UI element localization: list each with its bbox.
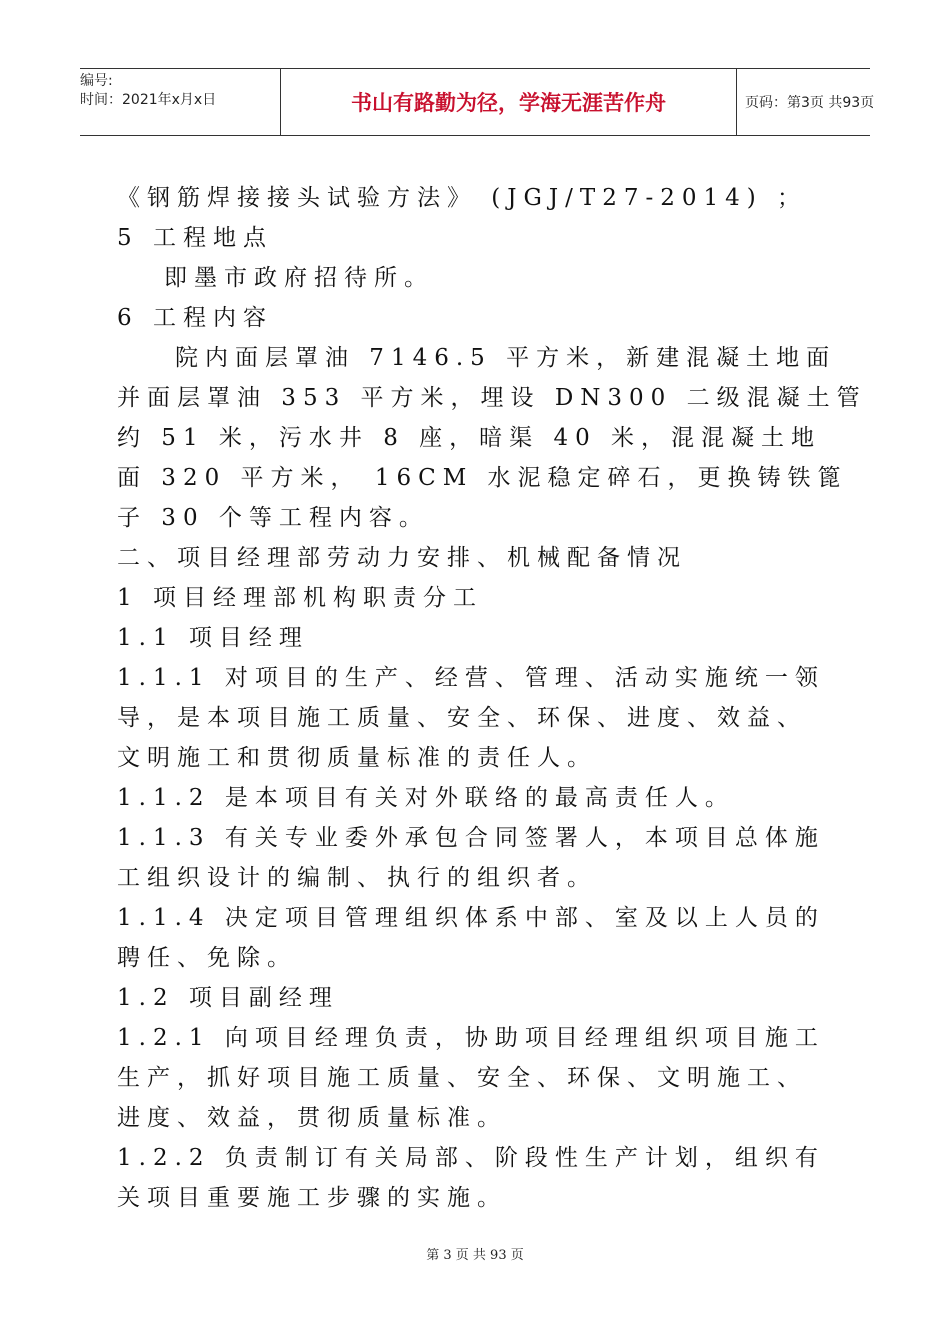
document-number-label: 编号: (80, 73, 113, 89)
paragraph-line: 约 51 米，污水井 8 座，暗渠 40 米，混混凝土地 (117, 425, 822, 451)
paragraph-line: 关项目重要施工步骤的实施。 (117, 1185, 507, 1211)
paragraph-line: 生产，抓好项目施工质量、安全、环保、文明施工、 (117, 1065, 807, 1091)
header-motto: 书山有路勤为径，学海无涯苦作舟 (280, 69, 737, 135)
header-page-info: 页码：第3页 共93页 (745, 95, 875, 111)
paragraph-line: 文明施工和贯彻质量标准的责任人。 (117, 745, 597, 771)
paragraph-line: 院内面层罩油 7146.5 平方米，新建混凝土地面 (175, 345, 837, 371)
paragraph-line: 1.1.2 是本项目有关对外联络的最高责任人。 (117, 785, 735, 811)
section-heading: 1.2 项目副经理 (117, 985, 339, 1011)
paragraph-line: 工组织设计的编制、执行的组织者。 (117, 865, 597, 891)
header-meta (80, 69, 280, 138)
page-header (80, 68, 875, 136)
paragraph-line: 1.2.1 向项目经理负责，协助项目经理组织项目施工 (117, 1025, 825, 1051)
section-heading: 1 项目经理部机构职责分工 (117, 585, 483, 611)
text-line: 即墨市政府招待所。 (164, 265, 434, 291)
document-date: 时间：2021年x月x日 (80, 92, 217, 108)
paragraph-line: 进度、效益，贯彻质量标准。 (117, 1105, 507, 1131)
paragraph-line: 1.2.2 负责制订有关局部、阶段性生产计划，组织有 (117, 1145, 825, 1171)
paragraph-line: 导，是本项目施工质量、安全、环保、进度、效益、 (117, 705, 807, 731)
paragraph-line: 子 30 个等工程内容。 (117, 505, 429, 531)
document-body (117, 178, 867, 1218)
section-heading: 二、项目经理部劳动力安排、机械配备情况 (117, 545, 687, 571)
section-heading: 6 工程内容 (117, 305, 273, 331)
page-footer: 第 3 页 共 93 页 (426, 1248, 524, 1263)
paragraph-line: 聘任、免除。 (117, 945, 297, 971)
paragraph-line: 并面层罩油 353 平方米，埋设 DN300 二级混凝土管 (117, 385, 867, 411)
paragraph-line: 1.1.3 有关专业委外承包合同签署人，本项目总体施 (117, 825, 825, 851)
paragraph-line: 面 320 平方米， 16CM 水泥稳定碎石，更换铸铁篦 (117, 465, 848, 491)
section-heading: 1.1 项目经理 (117, 625, 309, 651)
text-line: 《钢筋焊接接头试验方法》 (JGJ/T27-2014) ； (117, 185, 808, 211)
section-heading: 5 工程地点 (117, 225, 273, 251)
paragraph-line: 1.1.1 对项目的生产、经营、管理、活动实施统一领 (117, 665, 825, 691)
paragraph-line: 1.1.4 决定项目管理组织体系中部、室及以上人员的 (117, 905, 825, 931)
